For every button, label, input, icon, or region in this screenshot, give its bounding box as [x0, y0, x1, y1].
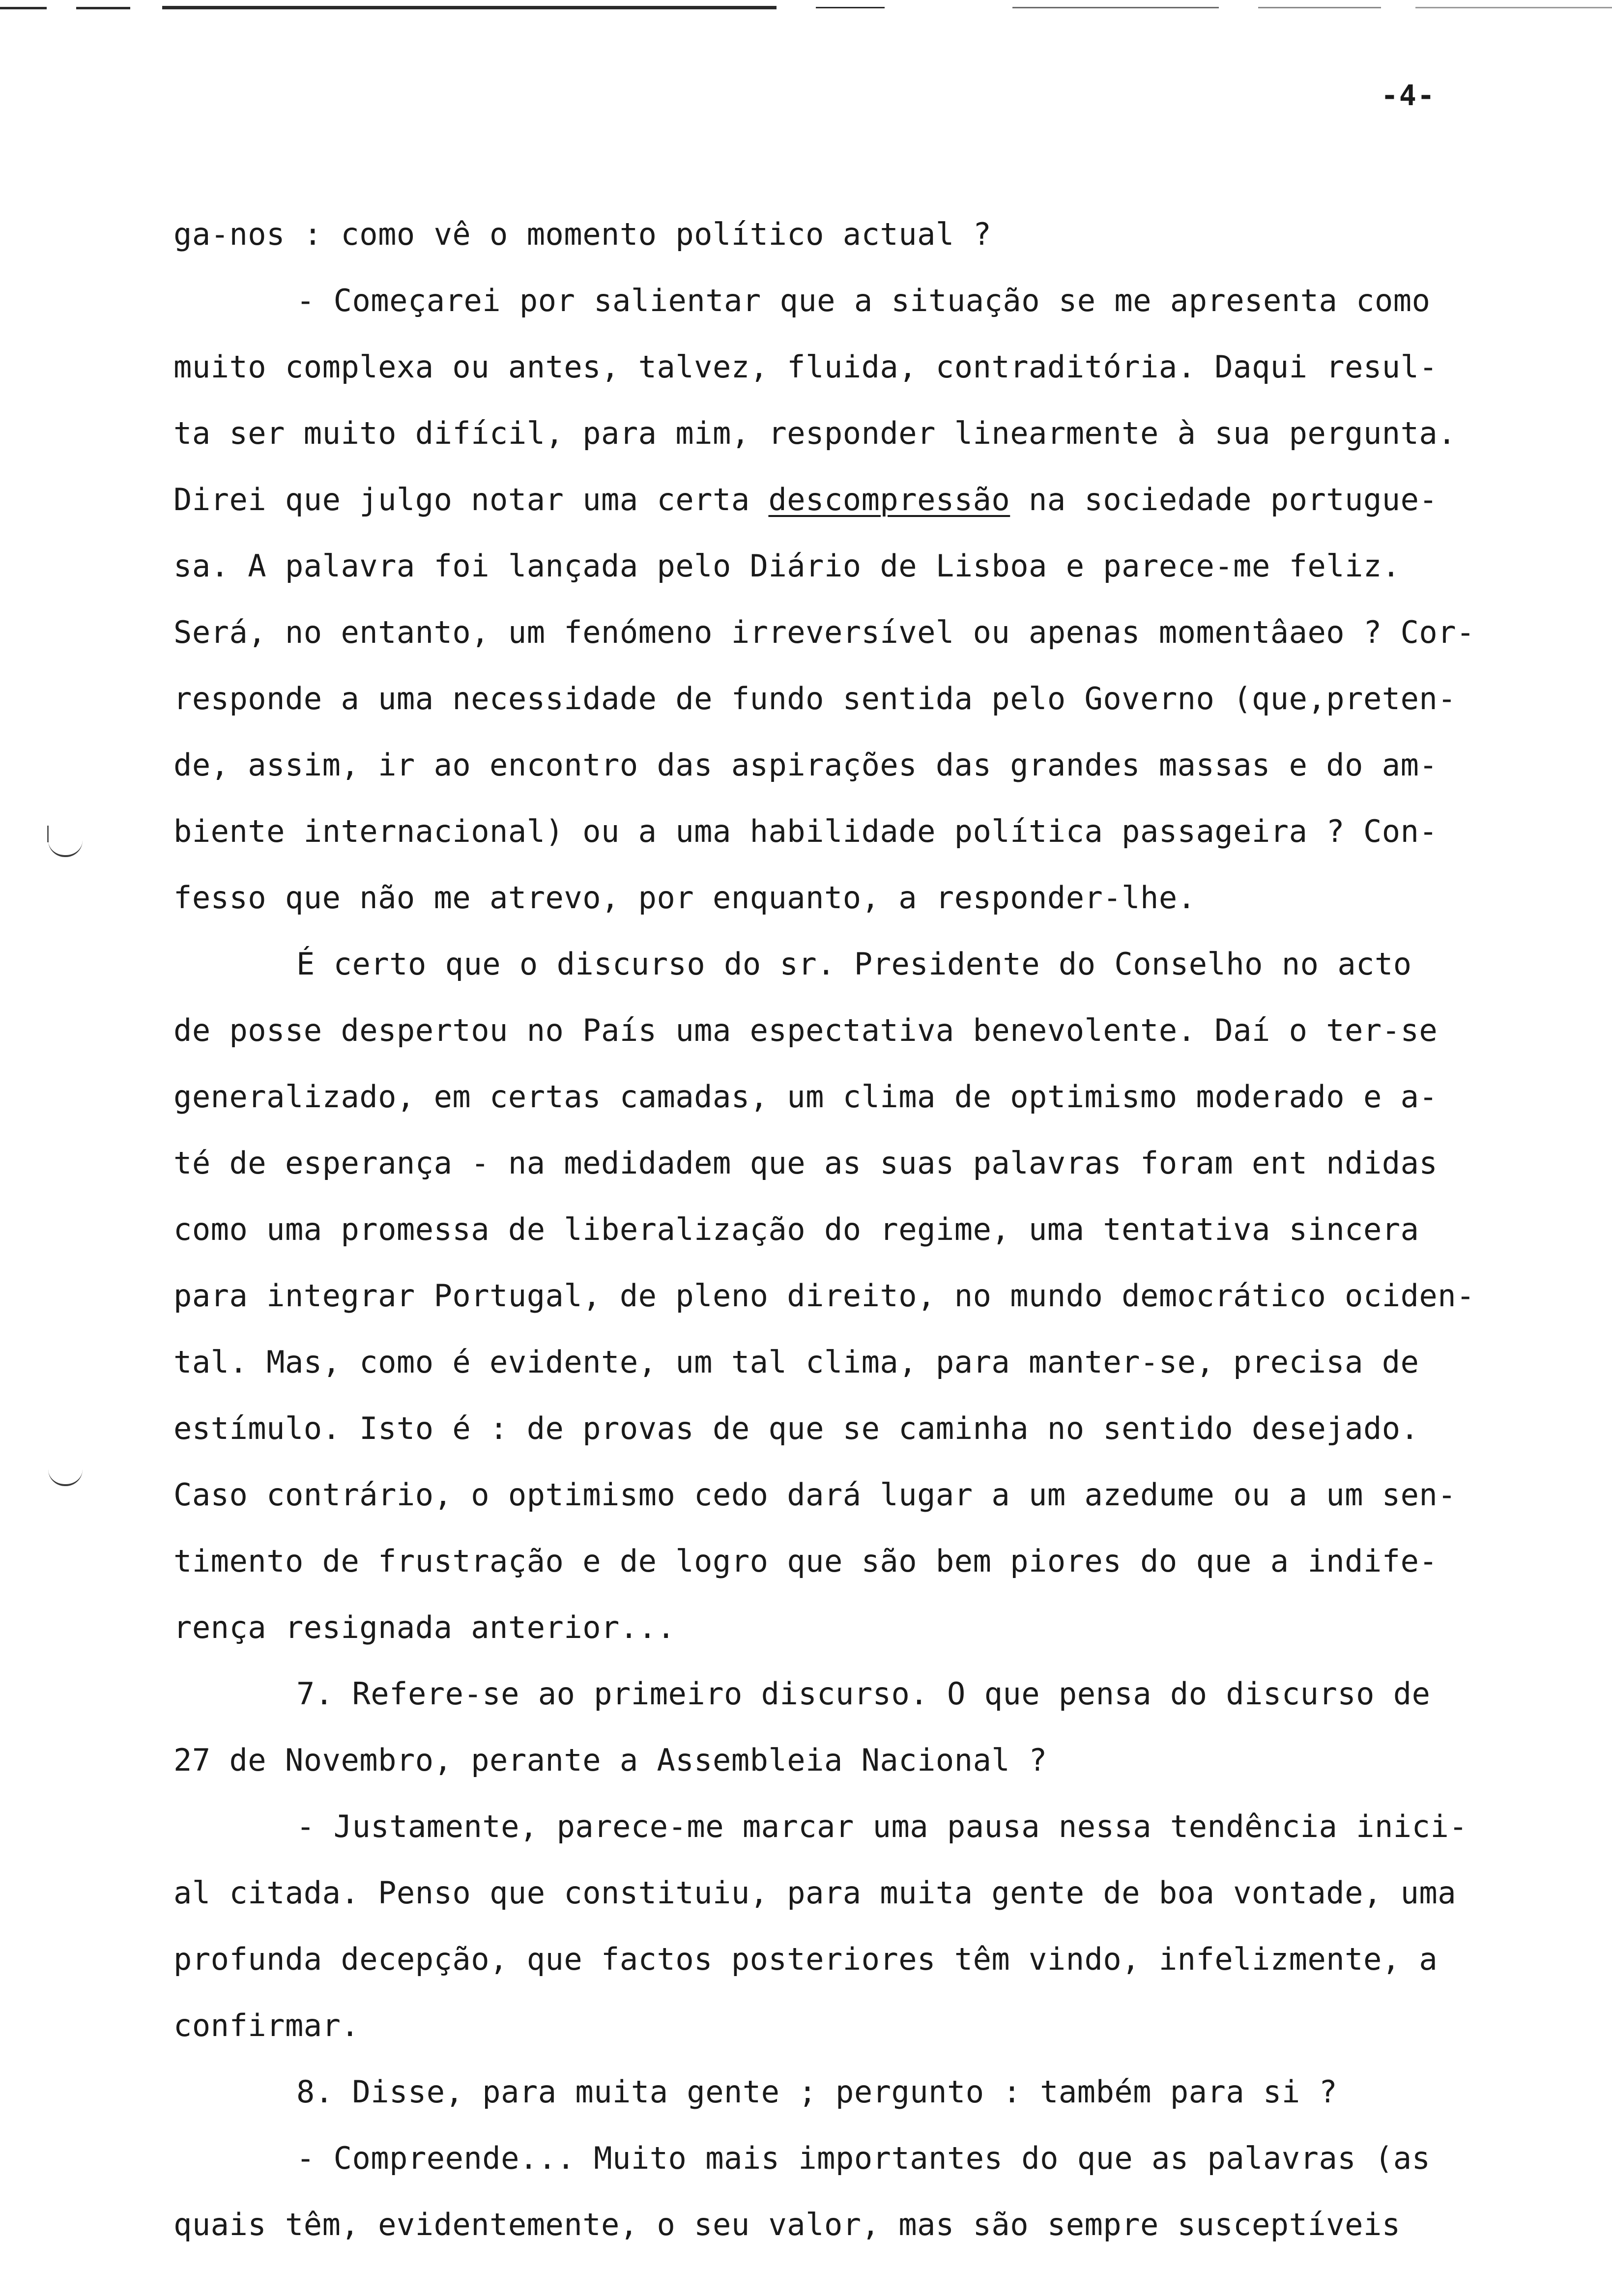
scan-edge-mark	[0, 7, 47, 9]
text-line: muito complexa ou antes, talvez, fluida, contraditória. Daqui resul-	[173, 349, 1438, 385]
page-number: -4-	[1381, 79, 1436, 112]
body-text	[173, 214, 1599, 2270]
text-line: timento de frustração e de logro que são bem piores do que a indife-	[173, 1543, 1438, 1579]
text-line: profunda decepção, que factos posteriores têm vindo, infelizmente, a	[173, 1941, 1438, 1977]
scan-edge-mark	[1012, 7, 1219, 8]
text-line: al citada. Penso que constituiu, para muita gente de boa vontade, uma	[173, 1875, 1457, 1911]
text-line: - Começarei por salientar que a situação se me apresenta como	[296, 283, 1431, 318]
scan-edge-mark	[1258, 7, 1381, 8]
text-line: generalizado, em certas camadas, um clima de optimismo moderado e a-	[173, 1079, 1438, 1115]
text-line: - Compreende... Muito mais importantes do que as palavras (as	[296, 2140, 1431, 2176]
text-line: 8. Disse, para muita gente ; pergunto : também para si ?	[296, 2074, 1338, 2110]
text-line: 27 de Novembro, perante a Assembleia Nacional ?	[173, 1742, 1047, 1778]
text-line: confirmar.	[173, 2008, 360, 2043]
text-line: responde a uma necessidade de fundo sentida pelo Governo (que,preten-	[173, 681, 1457, 717]
margin-mark	[48, 1469, 83, 1486]
text-line: para integrar Portugal, de pleno direito, no mundo democrático ociden-	[173, 1278, 1475, 1314]
underlined-word: descompressão	[768, 482, 1010, 517]
text-line: rença resignada anterior...	[173, 1609, 676, 1645]
scan-edge-mark	[162, 6, 777, 9]
text-line: estímulo. Isto é : de provas de que se caminha no sentido desejado.	[173, 1410, 1419, 1446]
scan-edge-mark	[816, 7, 885, 8]
text-line: de posse despertou no País uma espectativa benevolente. Daí o ter-se	[173, 1012, 1438, 1048]
text-line: ga-nos : como vê o momento político actual ?	[173, 216, 992, 252]
text-line: É certo que o discurso do sr. Presidente do Conselho no acto	[296, 946, 1412, 982]
text-line: tal. Mas, como é evidente, um tal clima, para manter-se, precisa de	[173, 1344, 1419, 1380]
margin-mark	[48, 840, 83, 857]
text-line: biente internacional) ou a uma habilidade política passageira ? Con-	[173, 813, 1438, 849]
text-line: fesso que não me atrevo, por enquanto, a responder-lhe.	[173, 880, 1196, 916]
text-line: ta ser muito difícil, para mim, responder linearmente à sua pergunta.	[173, 415, 1457, 451]
scan-edge-mark	[1415, 7, 1612, 8]
text-line: Direi que julgo notar uma certa descompressão na sociedade portugue-	[173, 482, 1438, 517]
text-line: té de esperança - na medidadem que as suas palavras foram ent ndidas	[173, 1145, 1438, 1181]
margin-mark	[47, 826, 49, 842]
text-line: de, assim, ir ao encontro das aspirações das grandes massas e do am-	[173, 747, 1438, 783]
text-line: Caso contrário, o optimismo cedo dará lugar a um azedume ou a um sen-	[173, 1477, 1457, 1513]
text-line: quais têm, evidentemente, o seu valor, mas são sempre susceptíveis	[173, 2207, 1401, 2242]
scan-edge-mark	[76, 7, 130, 9]
text-line: 7. Refere-se ao primeiro discurso. O que pensa do discurso de	[296, 1676, 1431, 1712]
text-line: - Justamente, parece-me marcar uma pausa nessa tendência inici-	[296, 1808, 1468, 1844]
text-line: como uma promessa de liberalização do regime, uma tentativa sincera	[173, 1211, 1419, 1247]
text-line: sa. A palavra foi lançada pelo Diário de Lisboa e parece-me feliz.	[173, 548, 1401, 584]
text-line: Será, no entanto, um fenómeno irreversível ou apenas momentâaeo ? Cor-	[173, 614, 1475, 650]
